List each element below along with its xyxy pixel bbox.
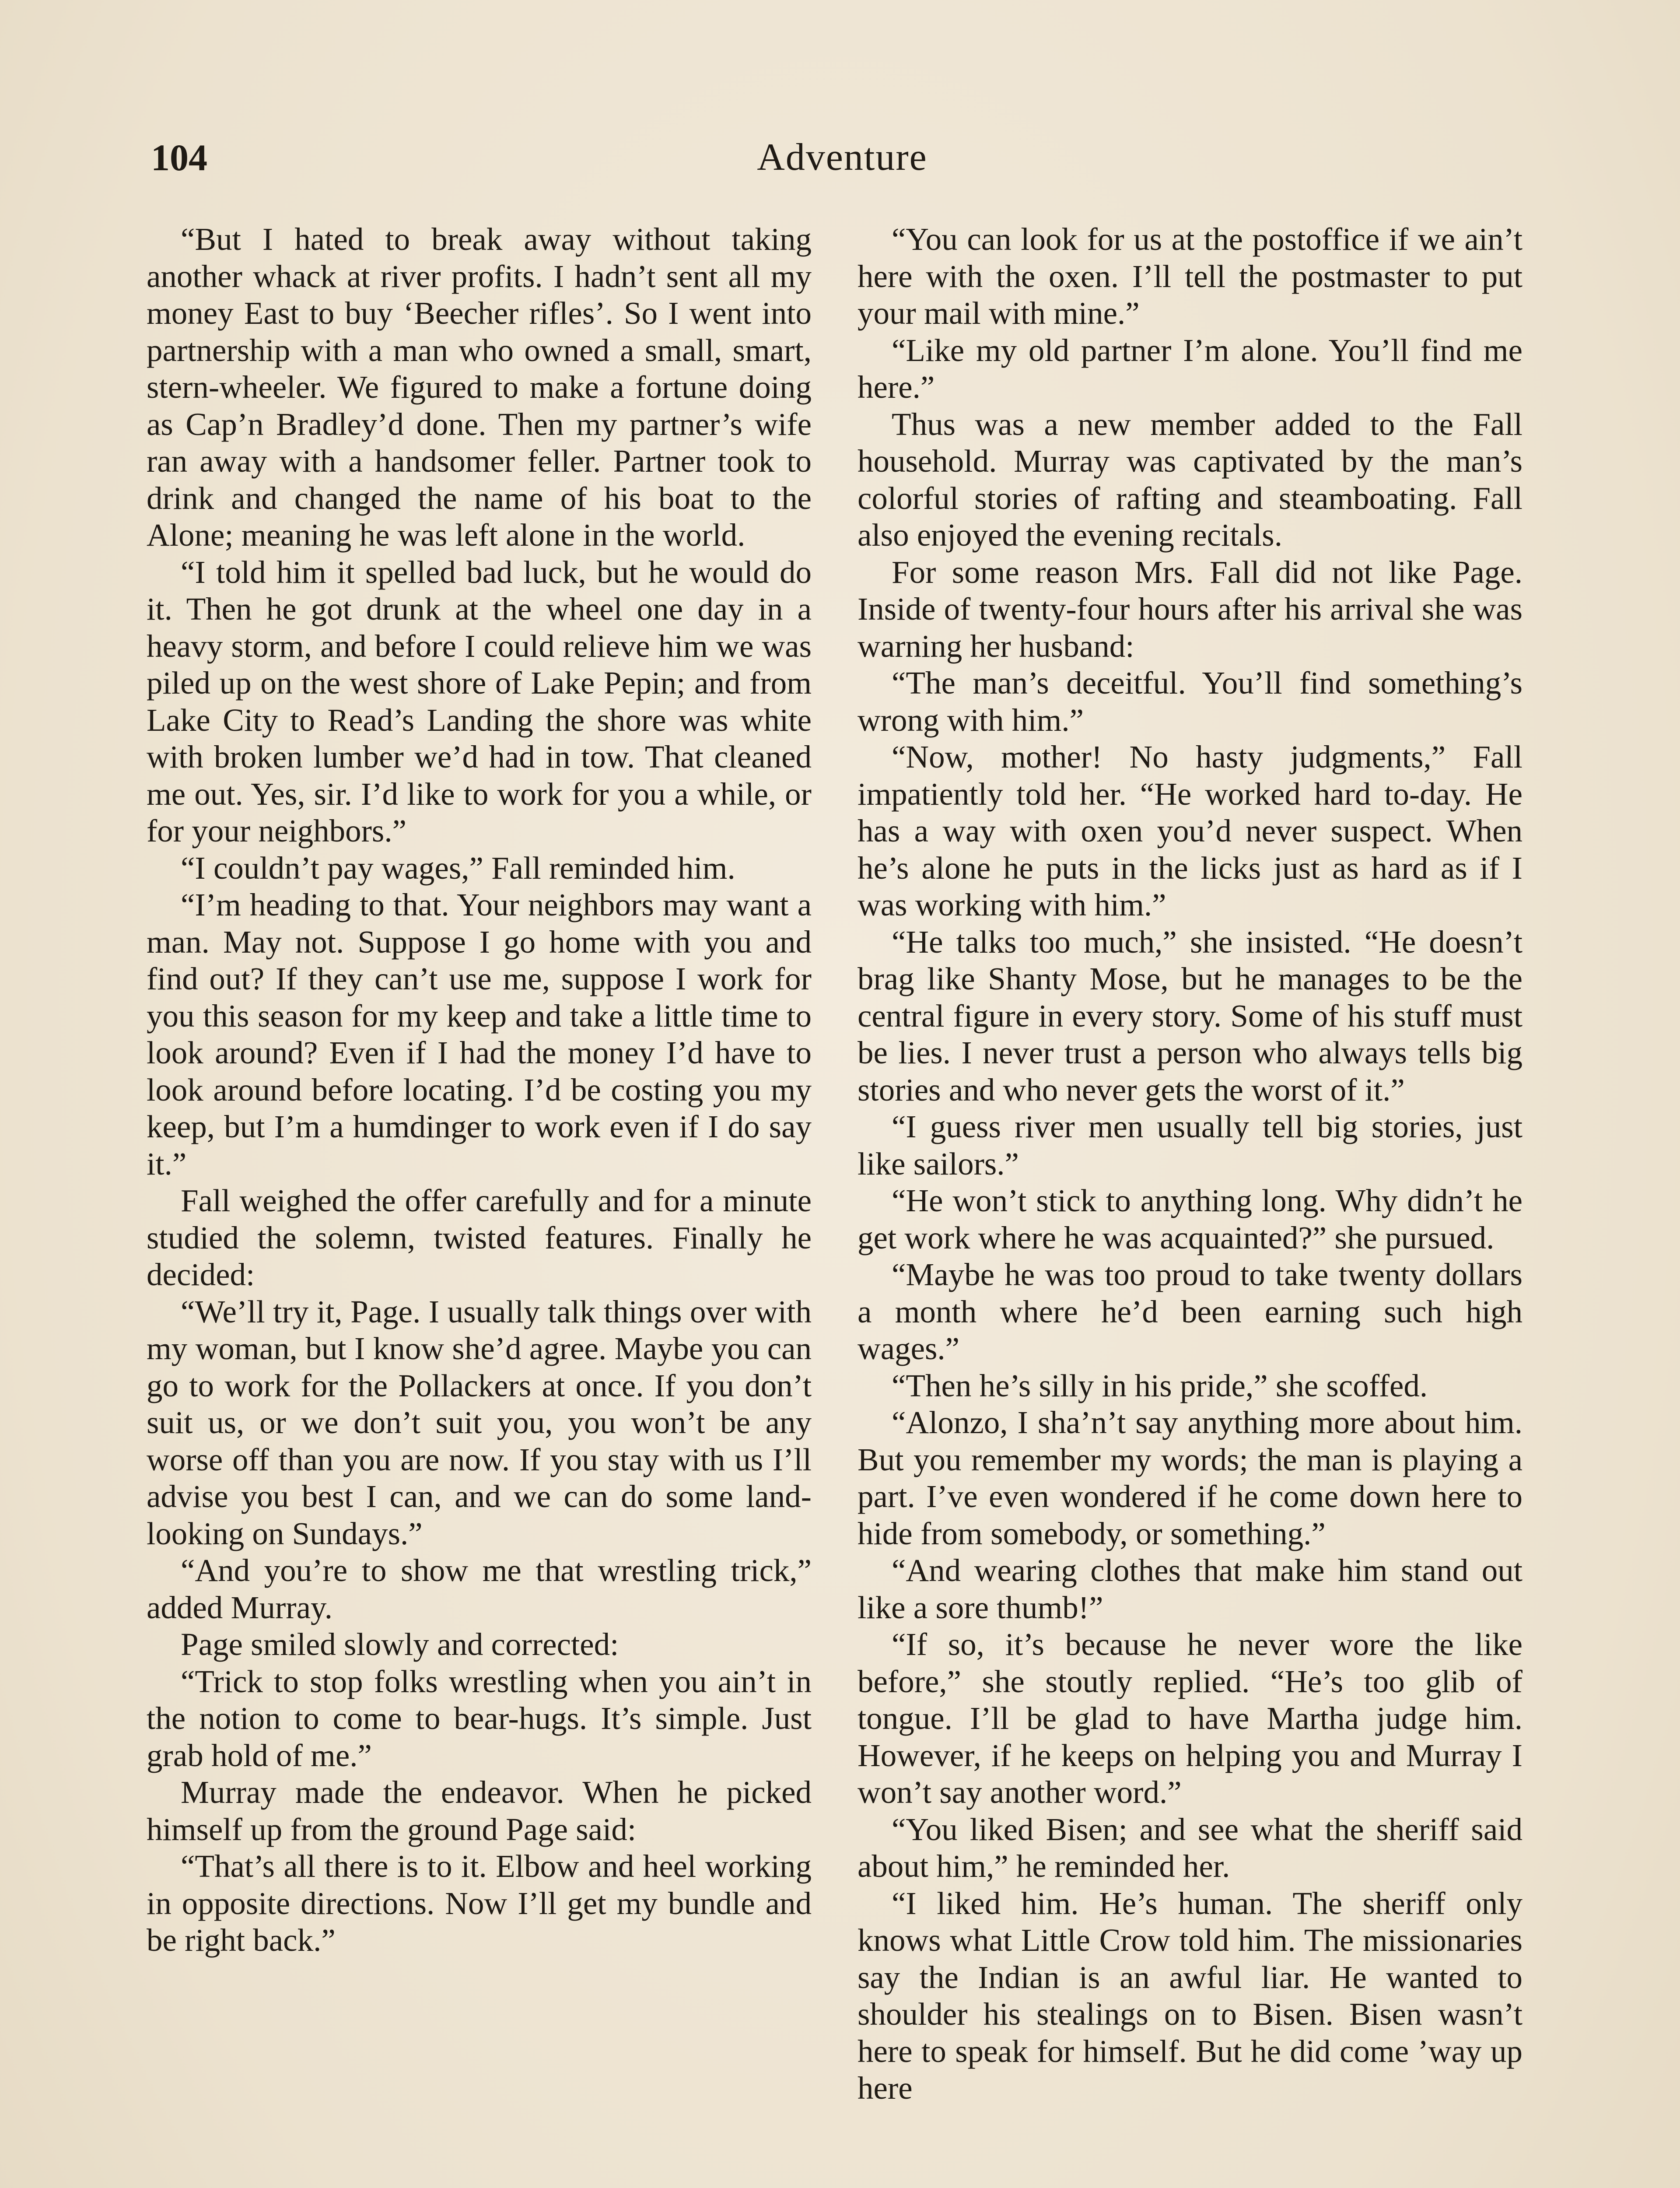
paragraph: “And wearing clothes that make him stand out like a sore thumb!” <box>858 1553 1522 1625</box>
paragraph: “Now, mother! No hasty judgments,” Fall impatiently told her. “He worked hard to-day. He has a way with oxen you’d never suspect. When he’s alone he puts in the licks just as hard as if I was working with him.” <box>858 739 1522 922</box>
paragraph: Page smiled slowly and corrected: <box>181 1627 619 1662</box>
paragraph: Thus was a new member added to the Fall household. Murray was captivated by the man’s colorful stories of rafting and steamboating. Fall also enjoyed the evening recitals. <box>858 406 1522 553</box>
paragraph: “I couldn’t pay wages,” Fall reminded him. <box>181 850 735 886</box>
paragraph: “The man’s deceitful. You’ll find something’s wrong with him.” <box>858 665 1522 738</box>
right-column <box>858 221 1522 2107</box>
paragraph: “And you’re to show me that wrestling trick,” added Murray. <box>147 1553 812 1625</box>
paragraph: For some reason Mrs. Fall did not like Page. Inside of twenty-four hours after his arrival she was warning her husband: <box>858 554 1522 664</box>
paragraph: Fall weighed the offer carefully and for a minute studied the solemn, twisted features. Finally he decided: <box>147 1183 812 1292</box>
paragraph: “You liked Bisen; and see what the sheriff said about him,” he reminded her. <box>858 1811 1522 1884</box>
paragraph: “You can look for us at the postoffice if we ain’t here with the oxen. I’ll tell the postmaster to put your mail with mine.” <box>858 221 1522 331</box>
paragraph: “He talks too much,” she insisted. “He doesn’t brag like Shanty Mose, but he manages to be the central figure in every story. Some of his stuff must be lies. I never trust a person who always tells big stories and who never gets the worst of it.” <box>858 924 1522 1108</box>
paragraph: “Like my old partner I’m alone. You’ll find me here.” <box>858 332 1522 405</box>
paragraph: “Maybe he was too proud to take twenty dollars a month where he’d been earning such high wages.” <box>858 1257 1522 1366</box>
page-header <box>151 127 1533 188</box>
paragraph: Murray made the endeavor. When he picked himself up from the ground Page said: <box>147 1774 812 1847</box>
left-column <box>147 221 812 1959</box>
paragraph: “We’ll try it, Page. I usually talk things over with my woman, but I know she’d agree. Maybe you can go to work for the Pollackers at once. If you don’t suit us, or we don’t suit you, you won’t be any worse off than you are now. If you stay with us I’ll advise you best I can, and we can do some land-looking on Sundays.” <box>147 1294 812 1551</box>
paragraph: “Then he’s silly in his pride,” she scoffed. <box>892 1368 1428 1403</box>
paragraph: “That’s all there is to it. Elbow and heel working in opposite directions. Now I’ll get my bundle and be right back.” <box>147 1848 812 1958</box>
paragraph: “He won’t stick to anything long. Why didn’t he get work where he was acquainted?” she pursued. <box>858 1183 1522 1255</box>
paragraph: “Trick to stop folks wrestling when you ain’t in the notion to come to bear-hugs. It’s simple. Just grab hold of me.” <box>147 1663 812 1773</box>
page-number: 104 <box>151 137 207 179</box>
paragraph: “I liked him. He’s human. The sheriff only knows what Little Crow told him. The missionaries say the Indian is an awful liar. He wanted to shoulder his stealings on to Bisen. Bisen wasn’t here to speak for himself. But he did come ’way up here <box>858 1885 1522 2106</box>
paragraph: “Alonzo, I sha’n’t say anything more about him. But you remember my words; the man is playing a part. I’ve even wondered if he come down here to hide from somebody, or something.” <box>858 1405 1522 1551</box>
paragraph: “But I hated to break away without taking another whack at river profits. I hadn’t sent all my money East to buy ‘Beecher rifles’. So I went into partnership with a man who owned a small, smart, stern-wheeler. We figured to make a fortune doing as Cap’n Bradley’d done. Then my partner’s wife ran away with a handsomer feller. Partner took to drink and changed the name of his boat to the Alone; meaning he was left alone in the world. <box>147 221 812 553</box>
magazine-title: Adventure <box>757 136 928 179</box>
paragraph: “I told him it spelled bad luck, but he would do it. Then he got drunk at the wheel one day in a heavy storm, and before I could relieve him we was piled up on the west shore of Lake Pepin; and from Lake City to Read’s Landing the shore was white with broken lumber we’d had in tow. That cleaned me out. Yes, sir. I’d like to work for you a while, or for your neighbors.” <box>147 554 812 849</box>
paragraph: “If so, it’s because he never wore the like before,” she stoutly replied. “He’s too glib of tongue. I’ll be glad to have Martha judge him. However, if he keeps on helping you and Murray I won’t say another word.” <box>858 1627 1522 1810</box>
paragraph: “I guess river men usually tell big stories, just like sailors.” <box>858 1109 1522 1182</box>
paragraph: “I’m heading to that. Your neighbors may want a man. May not. Suppose I go home with you and find out? If they can’t use me, suppose I work for you this season for my keep and take a little time to look around? Even if I had the money I’d have to look around before locating. I’d be costing you my keep, but I’m a humdinger to work even if I do say it.” <box>147 887 812 1182</box>
